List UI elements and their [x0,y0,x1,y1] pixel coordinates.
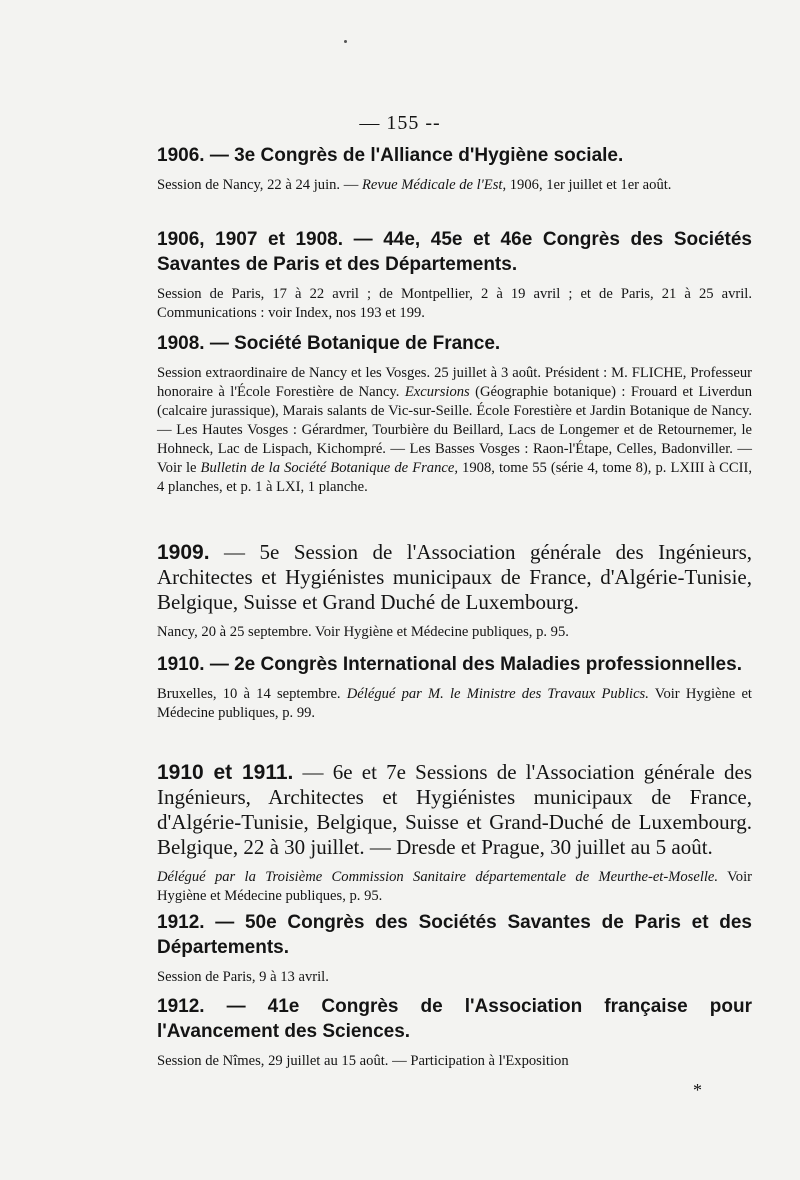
entry-heading [157,652,752,677]
entry-heading [157,331,752,356]
entry-title: — 44e, 45e et 46e Congrès des Sociétés Savantes de Paris et des Départements. [157,229,752,275]
entry-year: 1910. [157,654,205,675]
entry-body [157,968,752,987]
entry-body [157,623,752,642]
entry-heading [157,760,752,860]
entry-body [157,176,752,195]
body-text: 1908, tome 55 (série 4, tome 8), p. LXIII à CCII, 4 planches, et p. 1 à LXI, 1 planche. [157,460,752,495]
entry-body [157,1052,752,1071]
body-italic-text: Excursions [404,384,470,400]
scan-speck [344,40,347,43]
entry-year: 1906. [157,145,205,166]
entry-1912-societes [157,910,752,987]
body-text: Voir Hygiène et Médecine publiques, p. 95. [157,869,752,904]
body-text: Session extraordinaire de Nancy et les Vosges. 25 juillet à 3 août. Président : M. FLICHE, Professeur honoraire à l'École Forestière de Nancy. [157,365,752,400]
entry-body [157,685,752,723]
entry-heading [157,540,752,615]
entry-body [157,868,752,906]
entry-heading [157,910,752,960]
entry-1909-association [157,540,752,642]
entry-year: 1906, 1907 et 1908. [157,229,344,250]
body-text: Nancy, 20 à 25 septembre. Voir Hygiène et Médecine publiques, p. 95. [157,624,569,640]
entry-title: — 5e Session de l'Association générale des Ingénieurs, Architectes et Hygiénistes municipaux de France, d'Algérie-Tunisie, Belgique, Suisse et Grand Duché de Luxembourg. [157,540,752,614]
body-text: Session de Nancy, 22 à 24 juin. — [157,177,362,193]
body-text: Voir Hygiène et Médecine publiques, p. 99. [157,686,752,721]
entry-heading [157,227,752,277]
entry-1910-1911-sessions [157,760,752,906]
body-text: Session de Paris, 17 à 22 avril ; de Montpellier, 2 à 19 avril ; et de Paris, 21 à 25 avril. Communications : voir Index, nos 193 et 199. [157,286,752,321]
footer-asterisk: * [693,1080,702,1100]
entry-title: — Société Botanique de France. [204,333,501,354]
entry-year: 1912. [157,912,205,933]
page-number: — 155 -- [359,112,441,134]
entry-1910-maladies [157,652,752,723]
body-italic-text: Revue Médicale de l'Est, [361,177,507,193]
entry-title: — 50e Congrès des Sociétés Savantes de Paris et des Départements. [157,912,752,958]
entry-heading [157,994,752,1044]
entry-1912-association-francaise [157,994,752,1071]
entry-title: — 2e Congrès International des Maladies professionnelles. [204,654,742,675]
entry-body [157,285,752,323]
body-text: Session de Nîmes, 29 juillet au 15 août. — Participation à l'Exposition [157,1053,569,1069]
entry-body [157,364,752,497]
body-text: 1906, 1er juillet et 1er août. [506,177,672,193]
entry-year: 1909. [157,541,210,564]
entry-1908-botanique [157,331,752,497]
body-italic-text: Délégué par M. le Ministre des Travaux Publics. [346,686,649,702]
body-italic-text: Bulletin de la Société Botanique de France, [200,460,458,476]
entry-title: — 6e et 7e Sessions de l'Association générale des Ingénieurs, Architectes et Hygiénistes municipaux de France, d'Algérie-Tunisie, Belgique, Suisse et Grand-Duché de Luxembourg. Belgique, 22 à 30 juillet. — Dresde et Prague, 30 juillet au 5 août. [157,760,752,859]
entry-year: 1912. [157,996,205,1017]
entry-title: — 3e Congrès de l'Alliance d'Hygiène sociale. [204,145,624,166]
entry-heading [157,143,752,168]
body-italic-text: Délégué par la Troisième Commission Sanitaire départementale de Meurthe-et-Moselle. [157,869,719,885]
body-text: Bruxelles, 10 à 14 septembre. [157,686,347,702]
entry-title: — 41e Congrès de l'Association française pour l'Avancement des Sciences. [157,996,752,1042]
entry-1906-alliance [157,143,752,195]
body-text: Session de Paris, 9 à 13 avril. [157,969,329,985]
body-text: (Géographie botanique) : Frouard et Liverdun (calcaire jurassique), Marais salants de Vic-sur-Seille. École Forestière et Jardin Botanique de Nancy. — Les Hautes Vosges : Gérardmer, Tourbière du Beillard, Lacs de Longemer et de Retournemer, le Hohneck, Lac de Lispach, Kichompré. — Les Basses Vosges : Raon-l'Étape, Celles, Badonviller. — Voir le [157,384,752,476]
entry-1906-1908-societes [157,227,752,323]
entry-year: 1908. [157,333,205,354]
entry-year: 1910 et 1911. [157,761,294,784]
